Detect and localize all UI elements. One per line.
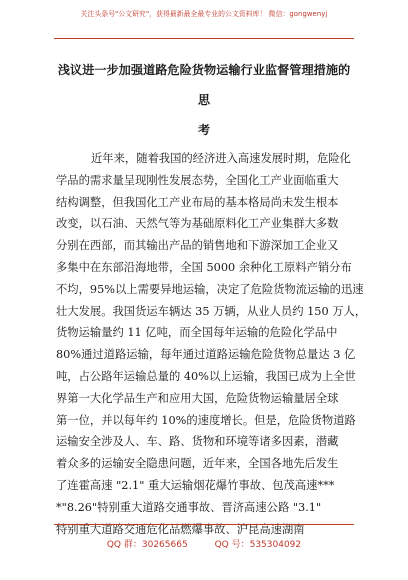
footer-contacts <box>0 537 408 550</box>
body-line: 80%通过道路运输，每年通过道路运输危险货物总量达 3 亿 <box>56 348 356 362</box>
body-line: 不均，95%以上需要异地运输，决定了危险货物流运输的迅速 <box>56 282 364 296</box>
body-line: 壮大发展。我国货运车辆达 35 万辆，从业人员约 150 万人， <box>56 304 367 318</box>
body-line: 改变，以石油、天然气等为基础原料化工产业集群大多数 <box>56 217 339 231</box>
header-banner: 关注头条号"公文研究"，获得最新最全最专业的公文资料库！ 微信：gongwenyj <box>80 10 328 18</box>
body-line: 学品的需求量呈现刚性发展态势，全国化工产业面临重大 <box>56 173 339 187</box>
body-line: 着众多的运输安全隐患问题，近年来，全国各地先后发生 <box>56 457 339 471</box>
body-line: 结构调整，但我国化工产业布局的基本格局尚未发生根本 <box>56 195 339 209</box>
body-line: 特别重大道路交通危化品燃爆事故、沪昆高速湖南 <box>56 522 305 536</box>
body-line: 界第一大化学品生产和应用大国，危险货物运输量居全球 <box>56 391 339 405</box>
body-line: 近年来，随着我国的经济进入高速发展时期，危险化 <box>91 152 351 165</box>
body-line: 第一位，并以每年约 10%的速度增长。但是，危险货物道路 <box>56 413 356 427</box>
body-line: 吨，占公路年运输总量的 40%以上运输，我国已成为上全世 <box>56 369 356 383</box>
body-line: 多集中在东部沿海地带，全国 5000 余种化工原料产销分布 <box>56 260 352 274</box>
footer-divider <box>54 524 354 525</box>
body-line: 了连霍高速 "2.1" 重大运输烟花爆竹事故、包茂高速*** <box>56 478 335 492</box>
document-title <box>54 55 354 145</box>
qq-number-text: QQ 号：535304092 <box>214 540 302 550</box>
body-line: 运输安全涉及人、车、路、货物和环境等诸多因素，潜藏 <box>56 435 339 449</box>
qq-group-text: QQ 群：30265665 <box>106 540 188 550</box>
title-line: 浅议进一步加强道路危险货物运输行业监督管理措施的思 <box>57 63 351 107</box>
body-line: 分别在西部，而其输出产品的销售地和下游深加工企业又 <box>56 239 339 253</box>
header-divider <box>54 38 354 39</box>
body-line: 货物运输量约 11 亿吨，而全国每年运输的危险化学品中 <box>56 326 338 340</box>
title-line: 考 <box>197 123 211 137</box>
document-body <box>56 148 367 540</box>
body-line: *"8.26"特别重大道路交通事故、晋济高速公路 "3.1" <box>56 500 322 514</box>
